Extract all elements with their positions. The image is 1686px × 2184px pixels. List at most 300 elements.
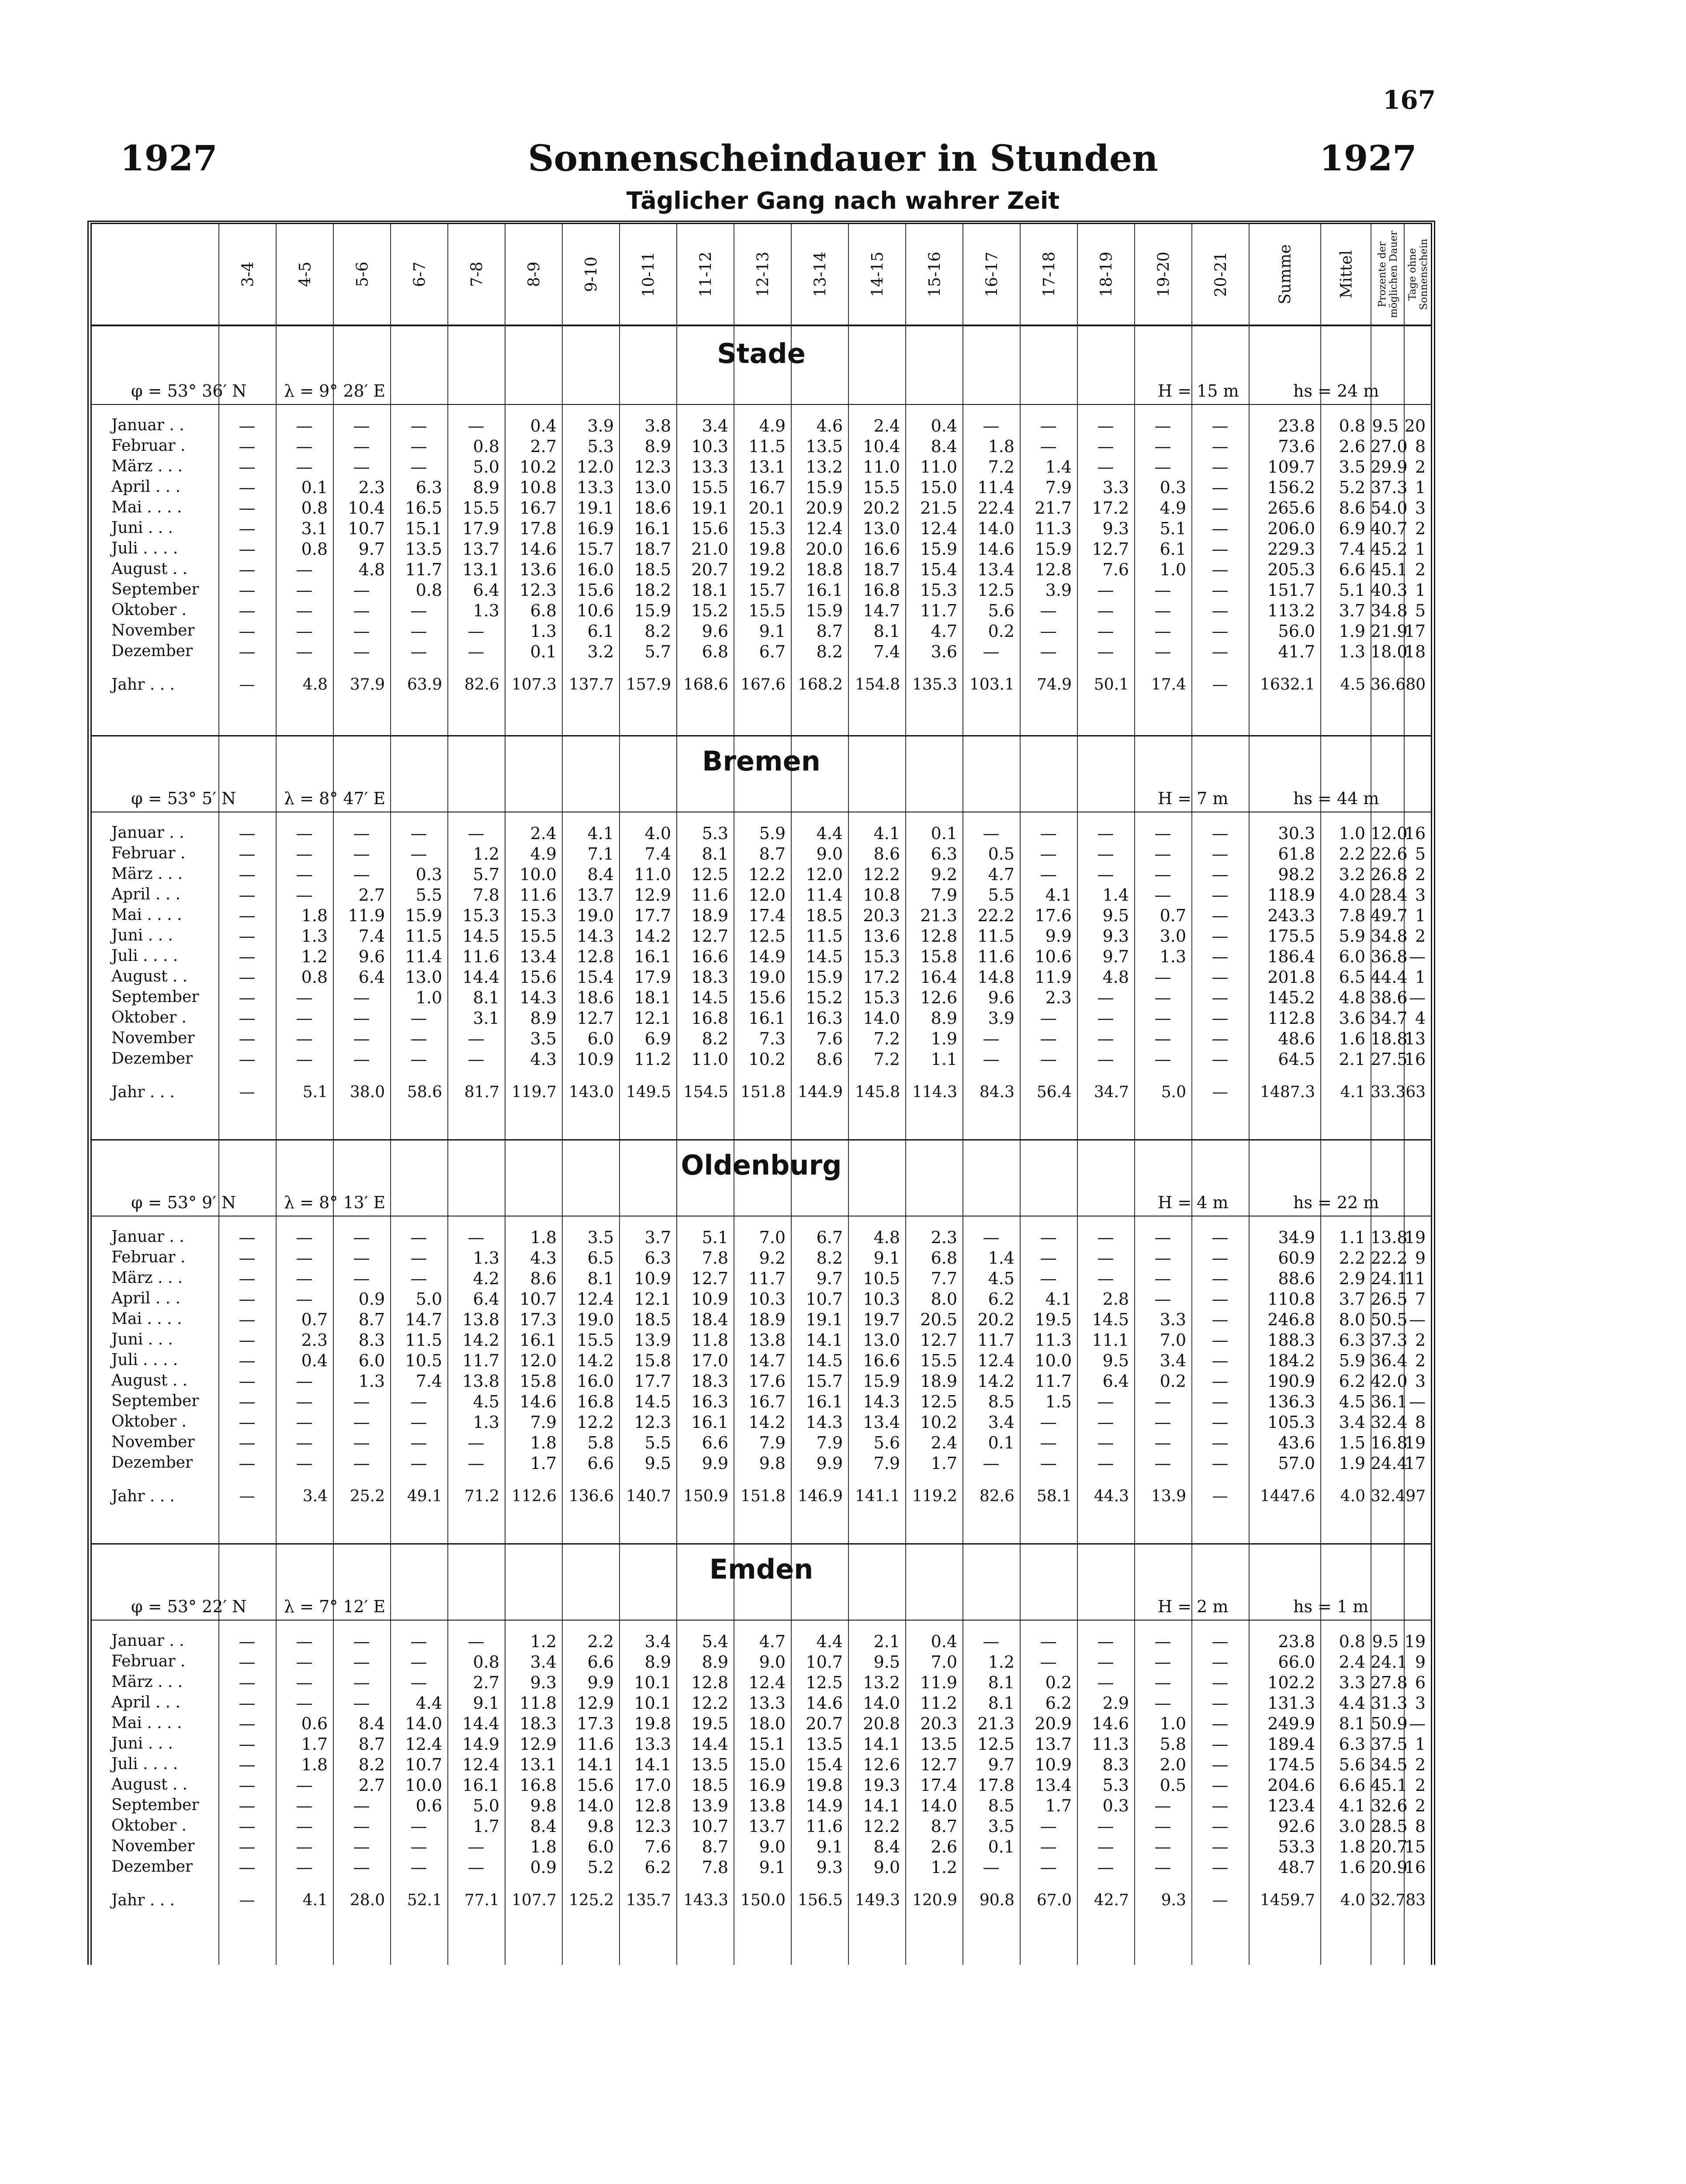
table-cell: 6.4 [358, 968, 385, 987]
table-cell: 24.1 [1371, 1652, 1408, 1672]
table-cell: 13.4 [1035, 1776, 1072, 1795]
table-cell: 5.1 [702, 1228, 728, 1247]
table-cell: 0.8 [301, 539, 328, 559]
table-cell: 4.1 [1045, 885, 1072, 905]
table-cell: 12.8 [634, 1796, 671, 1815]
table-cell: 2.9 [1102, 1693, 1129, 1713]
table-cell: — [353, 1009, 370, 1028]
month-label: Juli . . . . [111, 1755, 178, 1773]
table-cell: 11.6 [577, 1735, 614, 1754]
table-cell: — [1097, 1652, 1114, 1672]
coordinate-rule [92, 1620, 1431, 1621]
table-cell: 11.7 [920, 601, 957, 620]
month-label: Januar . . [111, 416, 184, 434]
year-total-cell: 143.3 [683, 1891, 728, 1909]
table-cell: — [1040, 1632, 1057, 1651]
table-cell: 15.8 [920, 947, 957, 966]
table-cell: 11.3 [1035, 1330, 1072, 1350]
table-cell: 2.6 [931, 1837, 957, 1856]
table-cell: 174.5 [1267, 1755, 1315, 1774]
table-cell: 1 [1415, 1735, 1426, 1754]
table-cell: 14.0 [863, 1693, 900, 1713]
table-cell: 7.9 [873, 1454, 900, 1473]
table-cell: — [353, 437, 370, 456]
table-cell: 6.4 [473, 1289, 499, 1309]
column-header-label: 11-12 [697, 252, 715, 297]
table-cell: 16.8 [577, 1392, 614, 1411]
table-cell: — [296, 1693, 313, 1713]
table-cell: — [353, 1228, 370, 1247]
table-cell: — [353, 1632, 370, 1651]
table-cell: 48.7 [1278, 1858, 1315, 1877]
table-cell: 18.3 [519, 1714, 557, 1733]
table-cell: — [353, 988, 370, 1007]
table-cell: — [1097, 1269, 1114, 1288]
table-cell: — [1212, 498, 1229, 518]
table-cell: 18 [1404, 642, 1426, 661]
table-cell: 5.7 [473, 865, 499, 884]
table-row [92, 1392, 1431, 1412]
month-label: August . . [111, 560, 188, 578]
table-cell: 12.6 [920, 988, 957, 1007]
table-cell: 14.2 [462, 1330, 499, 1350]
table-cell: 1.0 [1160, 1714, 1186, 1733]
table-cell: 14.2 [748, 1413, 786, 1432]
table-cell: 2.1 [873, 1632, 900, 1651]
table-cell: — [1097, 824, 1114, 843]
table-cell: — [239, 1735, 256, 1754]
table-cell: 2.7 [473, 1673, 499, 1692]
table-cell: 14.3 [519, 988, 557, 1007]
table-cell: 6.2 [988, 1289, 1014, 1309]
table-cell: 9.1 [816, 1837, 843, 1856]
table-cell: 15.1 [748, 1735, 786, 1754]
table-cell: — [1097, 1009, 1114, 1028]
year-total-cell: 151.8 [740, 1083, 786, 1101]
table-cell: — [239, 1310, 256, 1329]
table-cell: 7.2 [988, 457, 1014, 477]
year-total-row [92, 1083, 1431, 1103]
month-label: Juni . . . [111, 926, 173, 944]
table-cell: — [1154, 1029, 1171, 1048]
year-total-cell: 49.1 [407, 1487, 442, 1505]
table-cell: — [296, 1248, 313, 1268]
table-cell: 12.2 [863, 865, 900, 884]
table-cell: 16.1 [806, 1392, 843, 1411]
table-cell: 1.2 [301, 947, 328, 966]
table-cell: 15.3 [920, 581, 957, 600]
table-cell: 9.5 [1102, 1351, 1129, 1370]
table-cell: 8.2 [816, 642, 843, 661]
table-row [92, 1009, 1431, 1029]
table-cell: 1.8 [988, 437, 1014, 456]
table-cell: — [1212, 642, 1229, 661]
table-cell: 10.2 [748, 1050, 786, 1069]
year-total-cell: 25.2 [350, 1487, 385, 1505]
table-cell: 8.3 [1102, 1755, 1129, 1774]
table-cell: 40.3 [1371, 581, 1408, 600]
table-cell: 11.1 [1092, 1330, 1129, 1350]
table-cell: 12.4 [806, 519, 843, 538]
table-cell: — [296, 988, 313, 1007]
table-cell: 8.6 [530, 1269, 557, 1288]
table-cell: 1.3 [1339, 642, 1365, 661]
table-cell: 13.5 [806, 1735, 843, 1754]
table-cell: 8 [1415, 1413, 1426, 1432]
table-cell: 13.9 [691, 1796, 728, 1815]
table-cell: 41.7 [1278, 642, 1315, 661]
table-cell: — [410, 1392, 427, 1411]
table-cell: — [1154, 642, 1171, 661]
month-label: Januar . . [111, 824, 184, 842]
table-cell: — [1040, 416, 1057, 435]
table-row [92, 1228, 1431, 1248]
table-cell: — [296, 1029, 313, 1048]
table-cell: — [353, 1652, 370, 1672]
table-cell: 151.7 [1267, 581, 1315, 600]
table-cell: 16.7 [519, 498, 557, 518]
table-cell: 2 [1415, 560, 1426, 579]
table-cell: — [1212, 519, 1229, 538]
table-cell: 1.5 [1045, 1392, 1072, 1411]
table-cell: — [983, 1050, 1000, 1069]
table-cell: 18.7 [634, 539, 671, 559]
table-cell: 11.7 [462, 1351, 499, 1370]
column-header-label: 4-5 [296, 262, 314, 287]
table-cell: — [296, 1454, 313, 1473]
table-cell: 0.2 [1045, 1673, 1072, 1692]
table-cell: — [983, 416, 1000, 435]
table-cell: 9.0 [873, 1858, 900, 1877]
table-row [92, 519, 1431, 539]
table-cell: 16.9 [577, 519, 614, 538]
year-total-cell: 63.9 [407, 676, 442, 694]
table-cell: — [239, 926, 256, 946]
month-label: November [111, 1433, 195, 1451]
column-header [1020, 224, 1078, 325]
table-cell: 4.0 [1339, 885, 1365, 905]
table-cell: 17 [1404, 1454, 1426, 1473]
table-cell: 12.0 [577, 457, 614, 477]
month-label: Juni . . . [111, 1330, 173, 1348]
table-cell: — [1040, 1433, 1057, 1452]
table-cell: — [1040, 1050, 1057, 1069]
station-name: Bremen [702, 745, 820, 777]
table-cell: 10.7 [405, 1755, 442, 1774]
table-cell: 16.1 [519, 1330, 557, 1350]
table-cell: 14.5 [634, 1392, 671, 1411]
table-cell: 19.1 [806, 1310, 843, 1329]
table-cell: 15.3 [863, 947, 900, 966]
table-cell: 16.8 [691, 1009, 728, 1028]
table-cell: 15.5 [920, 1351, 957, 1370]
table-cell: — [353, 1248, 370, 1268]
table-cell: 10.4 [348, 498, 385, 518]
table-cell: — [239, 1796, 256, 1815]
table-cell: — [1097, 1029, 1114, 1048]
column-header-label: 6-7 [411, 262, 429, 287]
table-cell: 3.2 [1339, 865, 1365, 884]
table-cell: 1 [1415, 478, 1426, 497]
table-cell: 7.9 [816, 1433, 843, 1452]
table-cell: — [1097, 1248, 1114, 1268]
table-cell: — [353, 457, 370, 477]
table-cell: 17 [1404, 622, 1426, 641]
table-cell: 8.2 [644, 622, 671, 641]
table-row [92, 1454, 1431, 1474]
table-cell: 22.2 [1371, 1248, 1408, 1268]
column-header-label: Summe [1276, 244, 1295, 304]
year-total-cell: — [239, 1891, 255, 1909]
table-cell: — [296, 581, 313, 600]
table-cell: 20.2 [977, 1310, 1014, 1329]
table-cell: 136.3 [1267, 1392, 1315, 1411]
table-cell: 12.6 [863, 1755, 900, 1774]
table-cell: 13.7 [577, 885, 614, 905]
month-label: Juli . . . . [111, 947, 178, 965]
year-total-label: Jahr . . . [111, 1487, 175, 1505]
table-cell: — [1212, 601, 1229, 620]
table-cell: 15.8 [519, 1372, 557, 1391]
month-label: Juni . . . [111, 519, 173, 537]
column-header [1404, 224, 1432, 325]
table-cell: — [296, 1673, 313, 1692]
table-cell: 49.7 [1371, 906, 1408, 925]
table-cell: — [1212, 1050, 1229, 1069]
table-cell: 20.9 [1035, 1714, 1072, 1733]
table-cell: — [1040, 1454, 1057, 1473]
table-cell: — [1212, 1392, 1229, 1411]
table-cell: 19 [1404, 1632, 1426, 1651]
table-cell: 26.8 [1371, 865, 1408, 884]
table-cell: — [1212, 560, 1229, 579]
table-cell: — [239, 1652, 256, 1672]
table-cell: 8.2 [816, 1248, 843, 1268]
table-cell: 12.5 [920, 1392, 957, 1411]
sunshine-table [87, 221, 1435, 1965]
table-row [92, 906, 1431, 926]
table-cell: — [239, 1776, 256, 1795]
table-cell: 2.4 [931, 1433, 957, 1452]
column-header [276, 224, 334, 325]
table-cell: 34.8 [1371, 926, 1408, 946]
table-cell: 4.9 [530, 844, 557, 864]
table-cell: 15.7 [806, 1372, 843, 1391]
table-cell: 7.0 [931, 1652, 957, 1672]
table-cell: 10.8 [519, 478, 557, 497]
table-row [92, 988, 1431, 1008]
table-cell: 2.3 [358, 478, 385, 497]
month-label: November [111, 1837, 195, 1855]
table-cell: — [1154, 581, 1171, 600]
table-cell: 201.8 [1267, 968, 1315, 987]
table-cell: — [1154, 1413, 1171, 1432]
table-cell: — [1154, 457, 1171, 477]
table-cell: 12.9 [634, 885, 671, 905]
table-cell: — [1040, 1858, 1057, 1877]
table-cell: 8.7 [816, 622, 843, 641]
table-cell: — [1097, 1228, 1114, 1247]
month-label: April . . . [111, 885, 180, 903]
table-cell: 12.3 [634, 1413, 671, 1432]
column-header-label: Mittel [1337, 250, 1355, 299]
table-cell: — [410, 437, 427, 456]
table-cell: — [1212, 926, 1229, 946]
year-total-cell: 44.3 [1094, 1487, 1129, 1505]
table-cell: 16.6 [691, 947, 728, 966]
table-cell: 3 [1415, 1372, 1426, 1391]
table-cell: 9.7 [988, 1755, 1014, 1774]
table-cell: 18.5 [634, 1310, 671, 1329]
table-cell: 13.5 [920, 1735, 957, 1754]
table-row [92, 865, 1431, 885]
table-cell: 6.5 [1339, 968, 1365, 987]
table-cell: — [1212, 1413, 1229, 1432]
year-total-cell: 33.3 [1371, 1083, 1406, 1101]
table-cell: 131.3 [1267, 1693, 1315, 1713]
table-cell: 64.5 [1278, 1050, 1315, 1069]
table-cell: 6.3 [415, 478, 442, 497]
table-cell: 12.5 [806, 1673, 843, 1692]
table-cell: 9.1 [759, 622, 786, 641]
table-cell: 1.0 [415, 988, 442, 1007]
table-cell: 9.2 [759, 1248, 786, 1268]
table-cell: 15.5 [748, 601, 786, 620]
table-cell: 8.1 [702, 844, 728, 864]
table-cell: 13.1 [462, 560, 499, 579]
table-cell: 1.6 [1339, 1858, 1365, 1877]
year-total-cell: 107.7 [511, 1891, 557, 1909]
table-cell: 10.3 [863, 1289, 900, 1309]
table-cell: 9 [1415, 1248, 1426, 1268]
year-total-cell: 71.2 [464, 1487, 499, 1505]
table-cell: 13.8 [462, 1372, 499, 1391]
table-cell: — [296, 1413, 313, 1432]
table-cell: 14.1 [863, 1796, 900, 1815]
table-cell: 15.3 [863, 988, 900, 1007]
table-row [92, 539, 1431, 560]
table-cell: 10.0 [519, 865, 557, 884]
table-cell: — [410, 1413, 427, 1432]
table-cell: 7.9 [530, 1413, 557, 1432]
table-cell: 3.4 [1339, 1413, 1365, 1432]
table-cell: 1.7 [931, 1454, 957, 1473]
table-cell: — [1212, 844, 1229, 864]
year-total-cell: 136.6 [568, 1487, 614, 1505]
table-cell: 10.9 [691, 1289, 728, 1309]
year-total-cell: 167.6 [740, 676, 786, 694]
table-cell: — [1212, 1248, 1229, 1268]
year-total-label: Jahr . . . [111, 1083, 175, 1101]
table-cell: 0.8 [301, 968, 328, 987]
table-cell: 9.5 [1372, 416, 1399, 435]
year-total-cell: 67.0 [1036, 1891, 1072, 1909]
table-cell: — [1154, 1632, 1171, 1651]
table-cell: — [353, 581, 370, 600]
table-cell: 27.8 [1371, 1673, 1408, 1692]
table-cell: 110.8 [1267, 1289, 1315, 1309]
table-cell: 5.0 [473, 1796, 499, 1815]
year-total-cell: 9.3 [1161, 1891, 1186, 1909]
year-total-cell: — [1212, 1891, 1228, 1909]
table-cell: — [410, 622, 427, 641]
table-cell: — [1040, 1837, 1057, 1856]
table-cell: — [239, 478, 256, 497]
table-cell: 189.4 [1267, 1735, 1315, 1754]
table-cell: 10.9 [1035, 1755, 1072, 1774]
table-cell: 34.9 [1278, 1228, 1315, 1247]
table-cell: 3.0 [1339, 1817, 1365, 1836]
table-cell: 1.7 [530, 1454, 557, 1473]
table-cell: 11.0 [920, 457, 957, 477]
table-cell: 15.9 [1035, 539, 1072, 559]
table-cell: 3.4 [530, 1652, 557, 1672]
table-cell: 105.3 [1267, 1413, 1315, 1432]
year-total-cell: 52.1 [407, 1891, 442, 1909]
table-row [92, 601, 1431, 621]
table-cell: 10.6 [577, 601, 614, 620]
column-header [390, 224, 448, 325]
table-cell: 18.1 [691, 581, 728, 600]
table-cell: 10.0 [405, 1776, 442, 1795]
month-label: Oktober . [111, 1817, 187, 1835]
table-row [92, 1858, 1431, 1878]
table-cell: 11.6 [691, 885, 728, 905]
table-cell: 11.5 [977, 926, 1014, 946]
table-cell: 17.0 [691, 1351, 728, 1370]
station-section [92, 1139, 1431, 1545]
year-total-cell: 1487.3 [1260, 1083, 1315, 1101]
table-cell: — [296, 885, 313, 905]
column-header-label: 12-13 [754, 252, 772, 297]
column-header [505, 224, 563, 325]
table-cell: — [410, 1837, 427, 1856]
table-cell: 14.9 [806, 1796, 843, 1815]
table-cell: 19.0 [577, 906, 614, 925]
table-cell: 19.0 [748, 968, 786, 987]
table-cell: — [1097, 988, 1114, 1007]
table-cell: — [296, 1817, 313, 1836]
table-cell: 10.3 [748, 1289, 786, 1309]
table-cell: — [239, 1392, 256, 1411]
table-cell: 6.7 [816, 1228, 843, 1247]
table-cell: 4.2 [473, 1269, 499, 1288]
table-cell: — [1212, 947, 1229, 966]
column-header-label: Tage ohne Sonnenschein [1407, 238, 1430, 310]
table-cell: — [1040, 1248, 1057, 1268]
table-cell: 8.4 [931, 437, 957, 456]
table-cell: 4.4 [415, 1693, 442, 1713]
table-cell: — [1097, 601, 1114, 620]
table-cell: 8.1 [587, 1269, 614, 1288]
table-cell: 18.5 [634, 560, 671, 579]
table-cell: 14.5 [806, 1351, 843, 1370]
table-cell: 15.7 [748, 581, 786, 600]
table-cell: 34.5 [1371, 1755, 1408, 1774]
table-cell: 12.0 [519, 1351, 557, 1370]
table-cell: 9.3 [816, 1858, 843, 1877]
table-cell: — [1097, 1392, 1114, 1411]
table-cell: 16 [1404, 824, 1426, 843]
table-cell: 4.3 [530, 1050, 557, 1069]
table-cell: 12.8 [691, 1673, 728, 1692]
table-cell: 6.0 [358, 1351, 385, 1370]
table-cell: 1.7 [1045, 1796, 1072, 1815]
column-header [676, 224, 734, 325]
table-cell: 3.9 [587, 416, 614, 435]
table-row [92, 1735, 1431, 1755]
table-cell: — [239, 968, 256, 987]
